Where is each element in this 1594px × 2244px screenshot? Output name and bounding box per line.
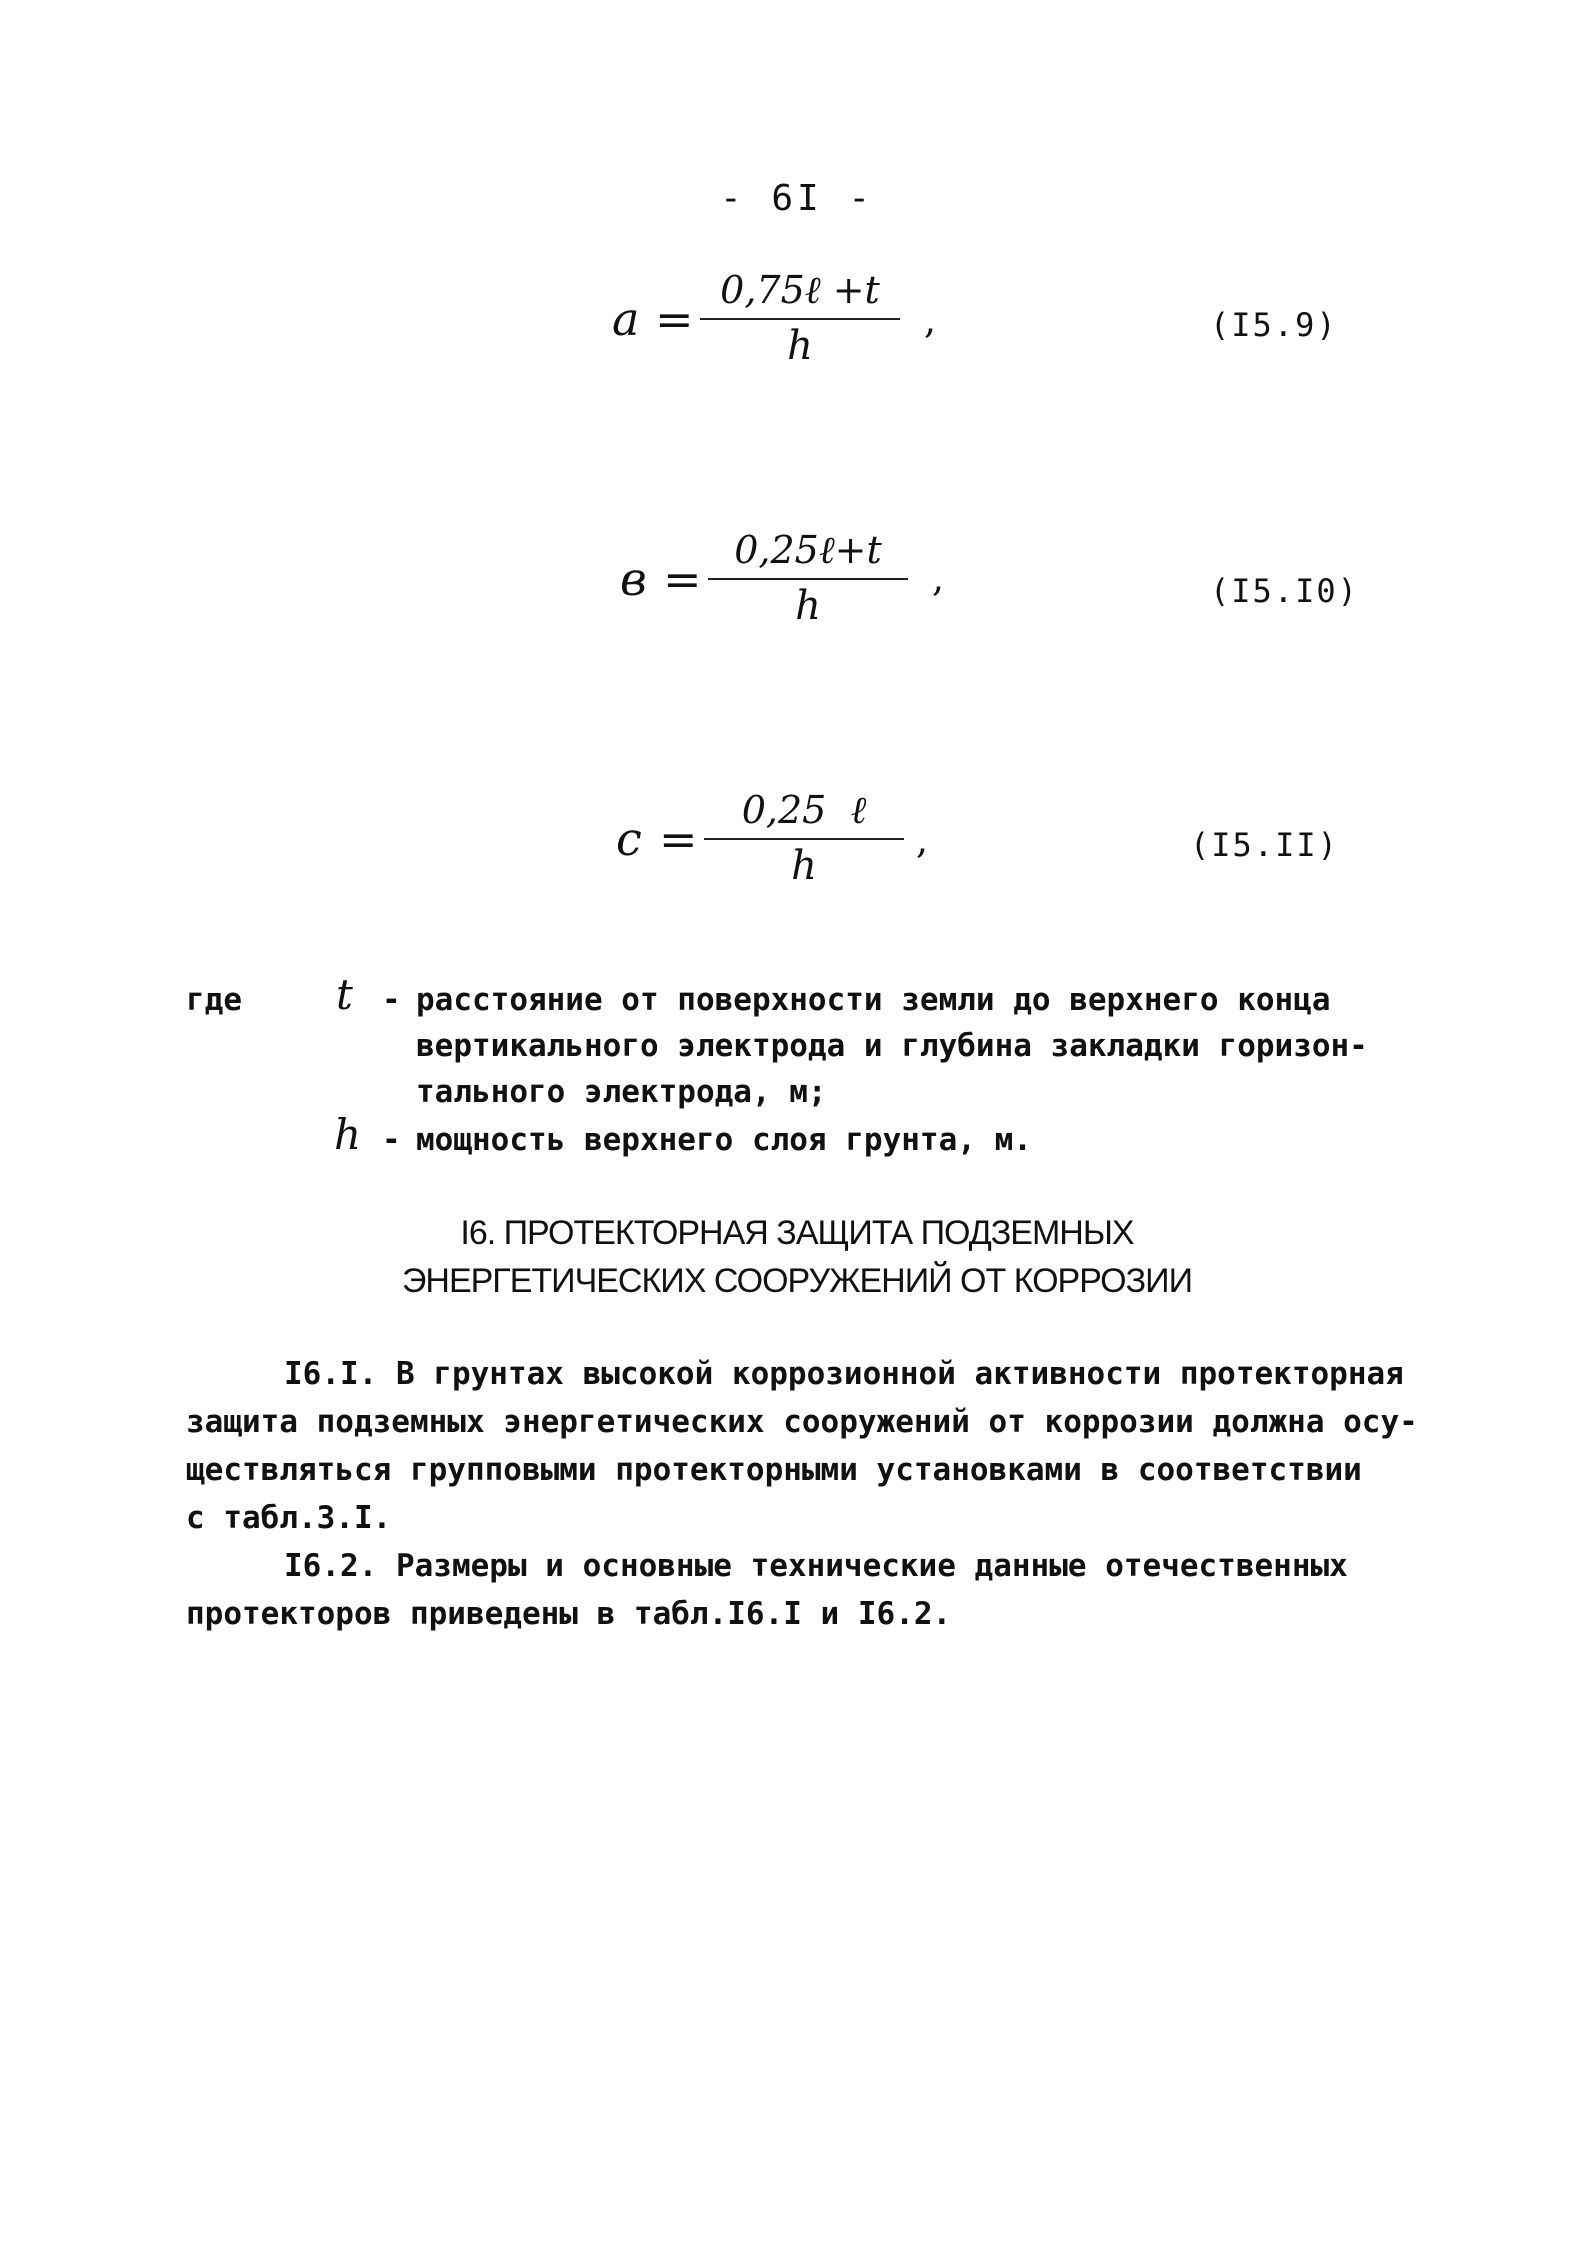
equation-number: (I5.I0)	[1210, 572, 1359, 610]
formula-denominator: h	[795, 583, 821, 629]
definition-line: тального электрода, м;	[416, 1074, 827, 1110]
paragraph-line: I6.2. Размеры и основные технические данные отечественных	[284, 1548, 1348, 1584]
formula-lhs: a	[612, 292, 640, 346]
equation-number: (I5.II)	[1190, 826, 1339, 864]
paragraph-line: защита подземных энергетических сооружений от коррозии должна осу-	[186, 1404, 1418, 1440]
paragraph-line: I6.I. В грунтах высокой коррозионной активности протекторная	[284, 1356, 1404, 1392]
paragraph-line: с табл.3.I.	[186, 1500, 392, 1536]
formula-numerator: 0,25 ℓ	[741, 788, 867, 832]
formula-comma: ,	[916, 818, 929, 862]
section-title-line-2: ЭНЕРГЕТИЧЕСКИХ СООРУЖЕНИЙ ОТ КОРРОЗИИ	[401, 1262, 1193, 1300]
formula-equals: =	[663, 552, 702, 606]
definition-line: мощность верхнего слоя грунта, м.	[416, 1122, 1032, 1158]
fraction-bar	[708, 578, 908, 580]
paragraph-line: ществляться групповыми протекторными установками в соответствии	[186, 1452, 1362, 1488]
definition-dash: -	[382, 1122, 401, 1158]
definition-dash: -	[382, 982, 401, 1018]
formula-fraction	[708, 528, 908, 628]
formula-numerator: 0,75ℓ +t	[720, 268, 880, 312]
formula-denominator: h	[791, 843, 817, 889]
formula-comma: ,	[924, 298, 937, 342]
paragraph-line: протекторов приведены в табл.I6.I и I6.2.	[186, 1596, 952, 1632]
equation-number: (I5.9)	[1210, 306, 1338, 344]
formula-fraction	[700, 268, 900, 368]
section-title-line-1: I6. ПРОТЕКТОРНАЯ ЗАЩИТА ПОДЗЕМНЫХ	[460, 1214, 1134, 1252]
formula-comma: ,	[932, 556, 945, 600]
formula-numerator: 0,25ℓ+t	[734, 528, 882, 572]
definition-line: расстояние от поверхности земли до верхнего конца	[416, 982, 1331, 1018]
formula-denominator: h	[787, 323, 813, 369]
formula-equals: =	[655, 292, 694, 346]
formula-equals: =	[659, 812, 698, 866]
formula-lhs: в	[620, 552, 647, 606]
where-label: где	[186, 982, 242, 1018]
formula-fraction	[704, 788, 904, 888]
fraction-bar	[700, 318, 900, 320]
formula-lhs: c	[616, 812, 642, 866]
symbol-t: t	[336, 970, 353, 1019]
definition-line: вертикального электрода и глубина закладки горизон-	[416, 1028, 1368, 1064]
fraction-bar	[704, 838, 904, 840]
symbol-h: h	[334, 1110, 362, 1159]
page-number: - 6I -	[719, 178, 875, 219]
